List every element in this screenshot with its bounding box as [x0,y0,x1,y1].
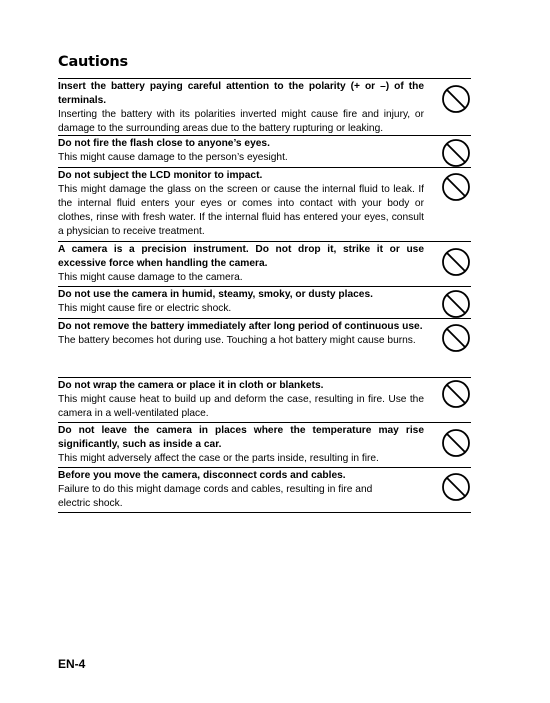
prohibition-icon [441,247,471,277]
caution-text [58,136,424,165]
caution-text [58,168,424,240]
cautions-list [58,78,471,513]
caution-heading: Before you move the camera, disconnect cords and cables. [58,469,346,481]
caution-text [58,468,424,511]
caution-body: Inserting the battery with its polarities inverted might cause fire and injury, or damage to the surrounding areas due to the battery rupturing or leaking. [58,108,424,135]
caution-body: This might damage the glass on the screen or cause the internal fluid to leak. If the internal fluid enters your eyes or comes into contact with your body or clothes, rinse with fresh water. If the internal fluid has entered your eyes, consult a physician to receive treatment. [58,183,424,238]
caution-body: This might cause heat to build up and deform the case, resulting in fire. Use the camera in a well-ventilated place. [58,393,424,419]
caution-body: This might adversely affect the case or the parts inside, resulting in fire. [58,452,379,464]
caution-item [58,136,471,168]
page-title: Cautions [58,54,128,70]
prohibition-icon [441,472,471,502]
caution-item [58,168,471,242]
caution-text [58,319,424,348]
caution-body: This might cause fire or electric shock. [58,302,232,314]
page-number: EN-4 [58,657,86,671]
caution-item [58,423,471,468]
caution-heading: Do not leave the camera in places where the temperature may rise significantly, such as inside a car. [58,424,424,450]
caution-text [58,242,424,285]
caution-body: Failure to do this might damage cords and cables, resulting in fire and electric shock. [58,483,373,509]
caution-item [58,79,471,136]
caution-body: The battery becomes hot during use. Touching a hot battery might cause burns. [58,334,416,346]
caution-item [58,242,471,287]
caution-text [58,287,424,316]
caution-item [58,319,471,378]
prohibition-icon [441,379,471,409]
caution-heading: A camera is a precision instrument. Do not drop it, strike it or use excessive force when handling the camera. [58,243,424,269]
caution-heading: Do not subject the LCD monitor to impact. [58,169,263,181]
caution-item [58,378,471,423]
caution-text [58,79,424,136]
caution-heading: Do not fire the flash close to anyone’s eyes. [58,137,270,149]
caution-heading: Do not wrap the camera or place it in cloth or blankets. [58,379,324,391]
prohibition-icon [441,289,471,319]
caution-body: This might cause damage to the camera. [58,271,243,283]
caution-heading: Do not use the camera in humid, steamy, smoky, or dusty places. [58,288,373,300]
prohibition-icon [441,323,471,353]
caution-item [58,287,471,319]
caution-body: This might cause damage to the person’s eyesight. [58,151,288,163]
caution-heading: Insert the battery paying careful attention to the polarity (+ or –) of the terminals. [58,80,424,106]
caution-text [58,423,424,466]
caution-item [58,468,471,513]
caution-text [58,378,424,421]
prohibition-icon [441,84,471,114]
prohibition-icon [441,172,471,202]
caution-heading: Do not remove the battery immediately after long period of continuous use. [58,320,423,332]
prohibition-icon [441,138,471,168]
prohibition-icon [441,428,471,458]
